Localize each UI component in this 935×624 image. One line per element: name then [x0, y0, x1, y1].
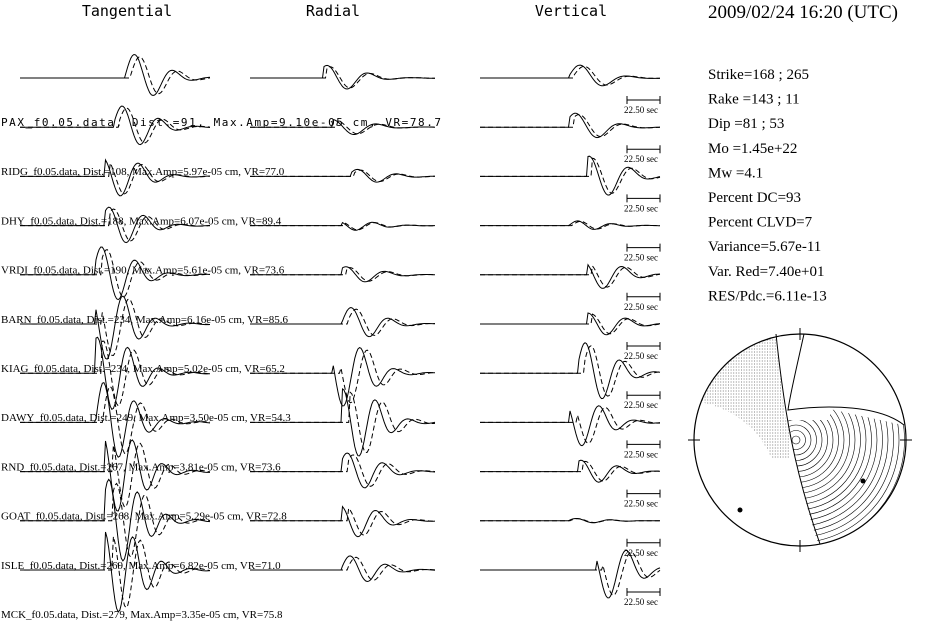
header-tangential: Tangential [81, 2, 173, 20]
scale-bar-label: 22.50 sec [624, 105, 658, 115]
observed-trace [20, 440, 210, 511]
observed-trace [20, 296, 210, 359]
scale-bar-label: 22.50 sec [624, 203, 658, 214]
observed-trace [250, 65, 435, 89]
station-label: KIAG_f0.05.data, Dist.=234, Max.Amp=5.02e-05 cm, VR=65.2 [1, 363, 285, 375]
synthetic-trace [480, 314, 660, 334]
time-scale-bars [624, 96, 660, 607]
station-label: DHY_f0.05.data, Dist.=188, Max.Amp=6.07e-05 cm, VR=89.4 [1, 215, 282, 228]
observed-trace [480, 65, 660, 86]
station-label: PAX_f0.05.data, Dist.=91, Max.Amp=9.10e-05 cm, VR=78.7 [1, 116, 442, 129]
solution-line: Percent DC=93 [708, 190, 802, 206]
scale-bar-label: 22.50 sec [624, 597, 658, 607]
station-label: VRDI_f0.05.data, Dist.=190, Max.Amp=5.61e-05 cm, VR=73.6 [1, 264, 285, 277]
solution-parameters [708, 67, 827, 304]
header-radial: Radial [305, 2, 361, 20]
synthetic-trace [20, 57, 210, 94]
station-label: GOAT_f0.05.data, Dist.=268, Max.Amp=5.29e-05 cm, VR=72.8 [1, 510, 287, 523]
p-axis-marker [861, 479, 866, 484]
scale-bar-label: 22.50 sec [624, 351, 658, 361]
synthetic-trace [480, 266, 660, 287]
station-label: RND_f0.05.data, Dist.=267, Max.Amp=3.81e-05 cm, VR=73.6 [1, 461, 281, 474]
synthetic-trace [480, 519, 660, 523]
scale-bar-label: 22.50 sec [624, 449, 658, 460]
scale-bar-label: 22.50 sec [624, 547, 658, 558]
solution-line: Variance=5.67e-11 [708, 239, 822, 256]
station-label: DAWY_f0.05.data, Dist.=249, Max.Amp=3.50e-05 cm, VR=54.3 [1, 412, 291, 425]
synthetic-trace [480, 221, 660, 229]
solution-line: Rake =143 ; 11 [708, 91, 800, 108]
synthetic-trace [480, 552, 660, 595]
scale-bar-label: 22.50 sec [624, 252, 658, 263]
column-headers [82, 2, 607, 20]
header-vertical: Vertical [534, 2, 608, 20]
station-label: BARN_f0.05.data, Dist.=234, Max.Amp=6.16e-05 cm, VR=85.6 [1, 313, 288, 326]
solution-line: Dip =81 ; 53 [708, 116, 785, 133]
station-label: ISLE_f0.05.data, Dist.=269, Max.Amp=6.82e-05 cm, VR=71.0 [1, 559, 281, 572]
solution-line: Var. Red=7.40e+01 [708, 263, 825, 280]
station-label: RIDG_f0.05.data, Dist.=108, Max.Amp=5.97e-05 cm, VR=77.0 [1, 166, 285, 179]
observed-trace [480, 113, 660, 137]
observed-trace [480, 265, 660, 289]
synthetic-trace [480, 461, 660, 481]
scale-bar-label: 22.50 sec [624, 498, 658, 509]
solution-line: Percent CLVD=7 [708, 214, 813, 231]
scale-bar-label: 22.50 sec [624, 400, 658, 411]
scale-bar-label: 22.50 sec [624, 301, 658, 312]
observed-trace [20, 55, 210, 96]
t-axis-marker [738, 508, 743, 513]
observed-trace [480, 406, 660, 446]
event-datetime: 2009/02/24 16:20 (UTC) [708, 2, 898, 23]
solution-line: Strike=168 ; 265 [708, 67, 809, 83]
solution-line: Mo =1.45e+22 [708, 140, 798, 157]
solution-line: Mw =4.1 [708, 165, 764, 182]
station-label: MCK_f0.05.data, Dist.=279, Max.Amp=3.35e-05 cm, VR=75.8 [1, 609, 283, 621]
waveform-traces [20, 55, 660, 612]
scale-bar-label: 22.50 sec [624, 154, 658, 165]
synthetic-trace [20, 443, 210, 507]
solution-line: RES/Pdc.=6.11e-13 [708, 288, 827, 305]
